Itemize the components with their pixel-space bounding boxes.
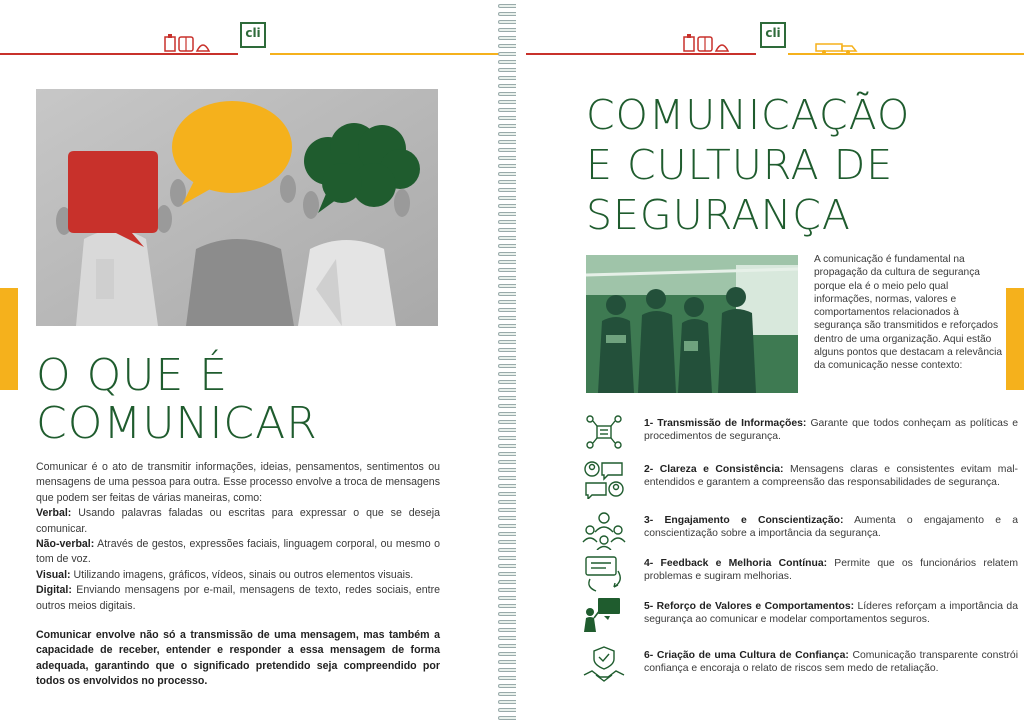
item-text: 3- Engajamento e Conscientização: Aumenta o engajamento e a conscientização sobre a importância da segurança.: [644, 515, 1018, 540]
team-icon: [582, 510, 626, 550]
handshake-shield-icon: [582, 645, 626, 685]
presenter-icon: [582, 596, 626, 636]
type-verbal: Verbal: Usando palavras faladas ou escritas para expressar o que se deseja comunicar.: [36, 507, 440, 535]
header-line-yellow: [270, 53, 508, 55]
left-title: O QUE É COMUNICAR: [36, 350, 318, 449]
list-item: [582, 553, 1022, 597]
header-line-red: [526, 53, 756, 55]
intro-paragraph: Comunicar é o ato de transmitir informações, ideias, pensamentos, sentimentos ou mensagens de uma pessoa para outra. Esse processo envolve a troca de mensagens que podem ser feitas de várias maneiras, como:: [36, 461, 440, 504]
type-digital: Digital: Enviando mensagens por e-mail, mensagens de texto, redes sociais, entre outros meios digitais.: [36, 584, 440, 612]
header-line-red: [0, 53, 238, 55]
safety-gear-icon: [163, 33, 213, 53]
cli-logo: cli: [240, 22, 266, 48]
cli-logo: cli: [760, 22, 786, 48]
right-page: [516, 0, 1024, 724]
right-title: COMUNICAÇÃO E CULTURA DE SEGURANÇA: [586, 91, 911, 239]
type-nonverbal: Não-verbal: Através de gestos, expressões faciais, linguagem corporal, ou mesmo o tom de voz.: [36, 538, 440, 566]
item-text: 5- Reforço de Valores e Comportamentos: Líderes reforçam a importância da segurança ao comunicar e modelar comportamentos seguros.: [644, 601, 1018, 626]
safety-gear-icon: [682, 33, 732, 53]
conversation-icon: [582, 459, 626, 499]
list-item: [582, 645, 1022, 689]
type-visual: Visual: Utilizando imagens, gráficos, vídeos, sinais ou outros elementos visuais.: [36, 568, 414, 581]
item-text: 4- Feedback e Melhoria Contínua: Permite que os funcionários relatem problemas e sugiram melhorias.: [644, 558, 1019, 583]
list-item: [582, 510, 1022, 554]
left-body: [36, 460, 440, 690]
list-item: [582, 413, 1022, 457]
right-intro: A comunicação é fundamental na propagação da cultura de segurança porque ela é o meio pelo qual informações, normas, valores e comportamentos relacionados à segurança são transmitidos e reforçados dentro de uma organização. Aqui estão alguns pontos que destacam a relevância da comunicação nesse contexto:: [814, 254, 1003, 372]
truck-icon: [814, 42, 864, 54]
item-text: 2- Clareza e Consistência: Mensagens claras e consistentes evitam mal-entendidos e garantem a compreensão das responsabilidades de segurança.: [644, 464, 1018, 489]
list-item: [582, 459, 1022, 503]
list-item: [582, 596, 1022, 640]
team-meeting-photo: [586, 255, 798, 393]
item-text: 6- Criação de uma Cultura de Confiança: Comunicação transparente constrói confiança e encoraja o relato de riscos sem medo de retaliação.: [644, 650, 1018, 675]
left-page: [0, 0, 508, 724]
conclusion-paragraph: Comunicar envolve não só a transmissão de uma mensagem, mas também a capacidade de receber, entender e responder a essa mensagem de forma adequada, garantindo que o significado pretendido seja compreendido por todos os envolvidos no processo.: [36, 629, 440, 688]
feedback-icon: [582, 553, 626, 593]
side-tab-left: [0, 288, 18, 390]
speech-bubbles-photo: [36, 89, 438, 326]
side-tab-right: [1006, 288, 1024, 390]
network-people-icon: [582, 413, 626, 453]
item-text: 1- Transmissão de Informações: Garante que todos conheçam as políticas e procedimentos de segurança.: [644, 418, 1018, 443]
